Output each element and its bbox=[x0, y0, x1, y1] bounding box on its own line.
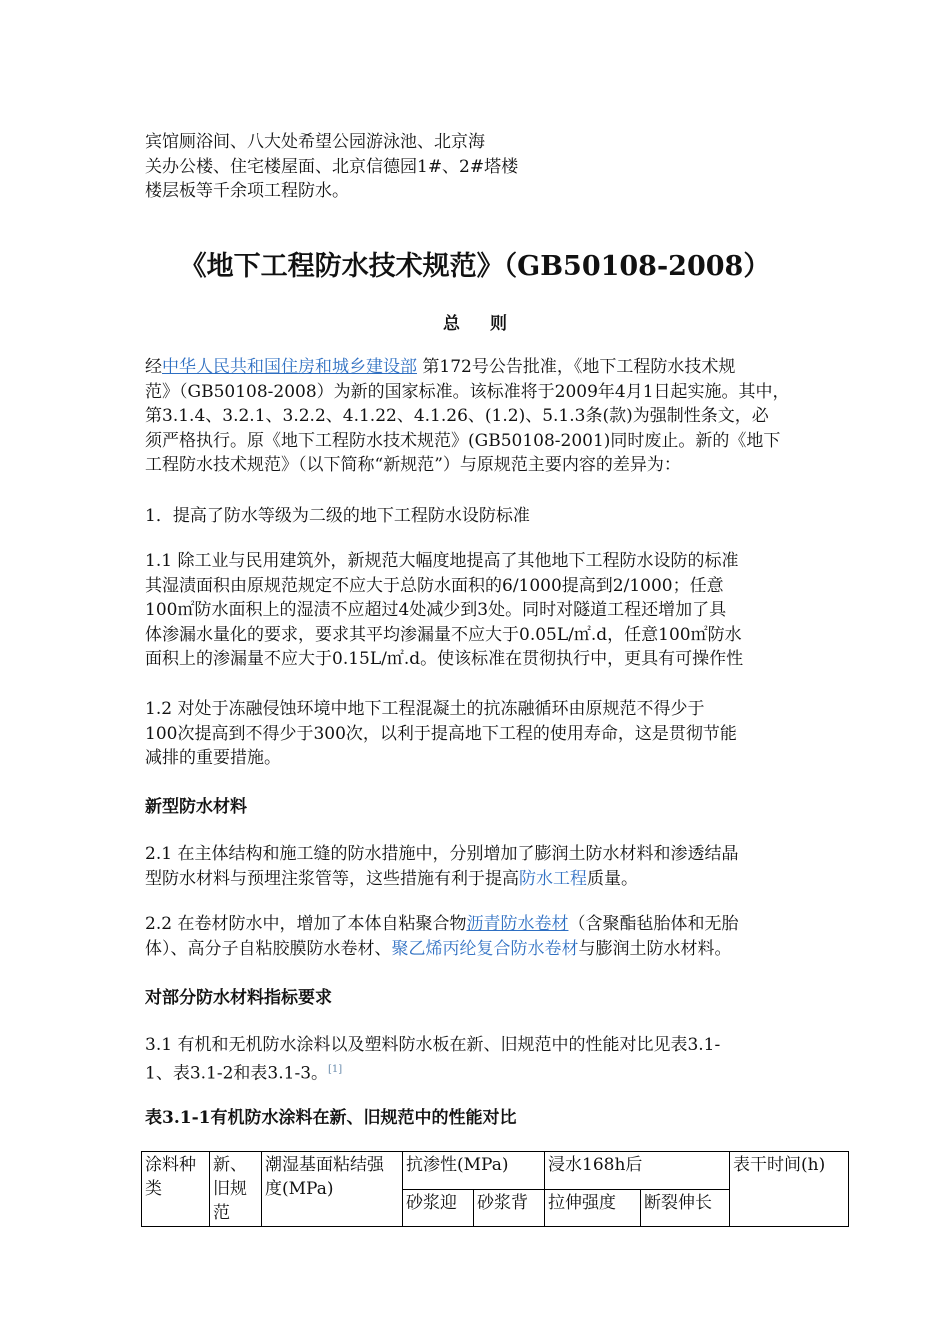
asphalt-membrane-link[interactable]: 沥青防水卷材 bbox=[466, 914, 569, 934]
text-line: 减排的重要措施。 bbox=[145, 748, 281, 768]
text-line: 楼层板等千余项工程防水。 bbox=[145, 181, 349, 201]
text-span: 1、表3.1-2和表3.1-3。 bbox=[145, 1063, 329, 1084]
reference-link[interactable]: [1] bbox=[328, 1063, 343, 1075]
preamble-paragraph bbox=[145, 355, 815, 478]
section-heading-3: 对部分防水材料指标要求 bbox=[145, 988, 332, 1008]
text-line: 100㎡防水面积上的湿渍不应超过4处减少到3处。同时对隧道工程还增加了具 bbox=[145, 600, 727, 620]
paragraph-1-1 bbox=[145, 549, 815, 672]
section-heading-1: 1．提高了防水等级为二级的地下工程防水设防标准 bbox=[145, 506, 530, 526]
text-line bbox=[145, 937, 815, 962]
text-span: 第172号公告批准，《地下工程防水技术规 bbox=[417, 357, 736, 377]
performance-table bbox=[141, 1151, 849, 1227]
text-line: 100次提高到不得少于300次，以利于提高地下工程的使用寿命，这是贯彻节能 bbox=[145, 723, 737, 744]
text-line: 第3.1.4、3.2.1、3.2.2、4.1.22、4.1.26、(1.2)、5.1.3条(款)为强制性条文，必 bbox=[145, 406, 769, 426]
pe-membrane-link[interactable]: 聚乙烯丙纶复合防水卷材 bbox=[391, 938, 579, 959]
text-line: 须严格执行。原《地下工程防水技术规范》(GB50108-2001)同时废止。新的《地下 bbox=[145, 430, 781, 451]
text-line: 工程防水技术规范》（以下简称“新规范”）与原规范主要内容的差异为： bbox=[145, 455, 681, 475]
paragraph-1-2 bbox=[145, 697, 815, 771]
intro-paragraph bbox=[145, 130, 815, 204]
text-line: 3.1 有机和无机防水涂料以及塑料防水板在新、旧规范中的性能对比见表3.1- bbox=[145, 1035, 721, 1055]
text-span: 质量。 bbox=[587, 868, 638, 889]
text-span: 与膨润土防水材料。 bbox=[578, 938, 732, 959]
paragraph-2-1 bbox=[145, 842, 815, 891]
ministry-link[interactable]: 中华人民共和国住房和城乡建设部 bbox=[162, 357, 417, 377]
table-header-cell: 表干时间(h) bbox=[730, 1152, 849, 1227]
text-line bbox=[145, 355, 815, 380]
text-line: 宾馆厕浴间、八大处希望公园游泳池、北京海 bbox=[145, 132, 485, 152]
text-line: 关办公楼、住宅楼屋面、北京信德园1#、2#塔楼 bbox=[145, 156, 519, 177]
text-line: 2.1 在主体结构和施工缝的防水措施中，分别增加了膨润土防水材料和渗透结晶 bbox=[145, 844, 739, 864]
text-line: 1.1 除工业与民用建筑外，新规范大幅度地提高了其他地下工程防水设防的标准 bbox=[145, 551, 739, 571]
text-line: 1.2 对处于冻融侵蚀环境中地下工程混凝土的抗冻融循环由原规范不得少于 bbox=[145, 699, 705, 719]
subtitle-char: 则 bbox=[490, 314, 507, 334]
table-header-cell: 浸水168h后 bbox=[545, 1152, 730, 1190]
paragraph-2-2 bbox=[145, 912, 815, 961]
section-subtitle bbox=[0, 309, 950, 334]
text-line: 体渗漏水量化的要求，要求其平均渗漏量不应大于0.05L/㎡.d，任意100㎡防水 bbox=[145, 624, 742, 645]
text-line: 面积上的渗漏量不应大于0.15L/㎡.d。使该标准在贯彻执行中，更具有可操作性 bbox=[145, 649, 744, 669]
table-header-cell: 涂料种类 bbox=[142, 1152, 210, 1227]
table-header-cell: 断裂伸长 bbox=[641, 1189, 730, 1227]
table-header-cell: 抗渗性(MPa) bbox=[403, 1152, 545, 1190]
document-title: 《地下工程防水技术规范》（GB50108-2008） bbox=[179, 251, 771, 282]
paragraph-3-1 bbox=[145, 1033, 815, 1086]
table-header-cell: 砂浆迎 bbox=[403, 1189, 474, 1227]
text-line: 范》（GB50108-2008）为新的国家标准。该标准将于2009年4月1日起实施。其中， bbox=[145, 381, 790, 402]
text-span: 体）、高分子自粘胶膜防水卷材、 bbox=[145, 938, 392, 959]
table-header-cell: 砂浆背 bbox=[474, 1189, 545, 1227]
text-span: 经 bbox=[145, 357, 162, 377]
table-caption: 表3.1-1有机防水涂料在新、旧规范中的性能对比 bbox=[145, 1108, 517, 1128]
table-header-cell: 潮湿基面粘结强度(MPa) bbox=[262, 1152, 403, 1227]
section-heading-2: 新型防水材料 bbox=[145, 797, 247, 817]
highlight-term[interactable]: 防水工程 bbox=[519, 868, 587, 889]
text-span: 型防水材料与预埋注浆管等，这些措施有利于提高 bbox=[145, 868, 519, 889]
text-line bbox=[145, 912, 815, 937]
text-line: 其湿渍面积由原规范规定不应大于总防水面积的6/1000提高到2/1000；任意 bbox=[145, 575, 724, 596]
subtitle-char: 总 bbox=[443, 314, 460, 334]
text-line bbox=[145, 1058, 815, 1086]
text-span: （含聚酯毡胎体和无胎 bbox=[568, 914, 739, 934]
table-row bbox=[142, 1152, 849, 1190]
text-span: 2.2 在卷材防水中，增加了本体自粘聚合物 bbox=[145, 914, 467, 934]
table-header-cell: 新、旧规范 bbox=[210, 1152, 262, 1227]
text-line bbox=[145, 867, 815, 892]
table-header-cell: 拉伸强度 bbox=[545, 1189, 641, 1227]
